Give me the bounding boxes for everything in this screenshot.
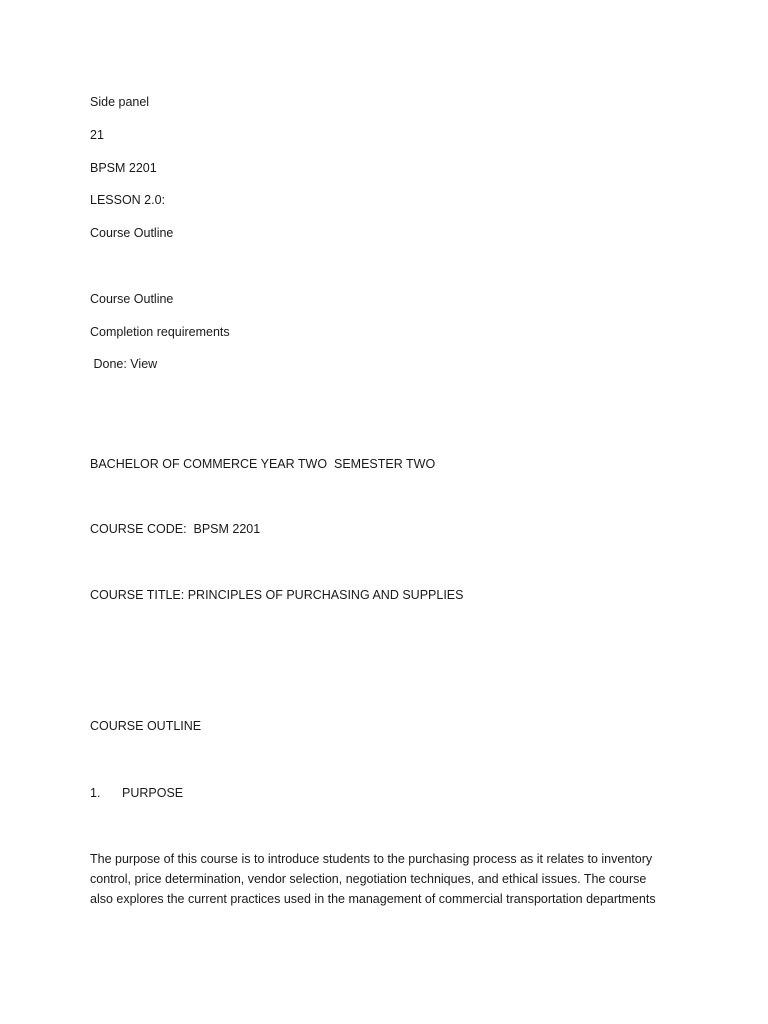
side-panel-label[interactable]: Side panel: [90, 95, 150, 109]
done-view-status: Done: View: [90, 357, 158, 371]
section-title: PURPOSE: [122, 786, 184, 800]
course-code-heading: COURSE CODE: BPSM 2201: [90, 522, 261, 536]
lesson-label: LESSON 2.0:: [90, 193, 166, 207]
purpose-paragraph-line: control, price determination, vendor selection, negotiation techniques, and ethical issues. The course: [90, 872, 647, 886]
course-outline-heading: COURSE OUTLINE: [90, 719, 202, 733]
course-outline-link[interactable]: Course Outline: [90, 226, 174, 240]
course-title-heading: COURSE TITLE: PRINCIPLES OF PURCHASING AND SUPPLIES: [90, 588, 464, 602]
completion-requirements[interactable]: Completion requirements: [90, 325, 230, 339]
side-panel-number: 21: [90, 128, 104, 142]
course-code-link[interactable]: BPSM 2201: [90, 161, 157, 175]
program-heading: BACHELOR OF COMMERCE YEAR TWO SEMESTER TWO: [90, 457, 436, 471]
activity-title: Course Outline: [90, 292, 174, 306]
purpose-paragraph-line: also explores the current practices used in the management of commercial transportation departments: [90, 892, 656, 906]
section-number: 1.: [90, 786, 101, 800]
purpose-paragraph-line: The purpose of this course is to introduce students to the purchasing process as it relates to inventory: [90, 852, 653, 866]
